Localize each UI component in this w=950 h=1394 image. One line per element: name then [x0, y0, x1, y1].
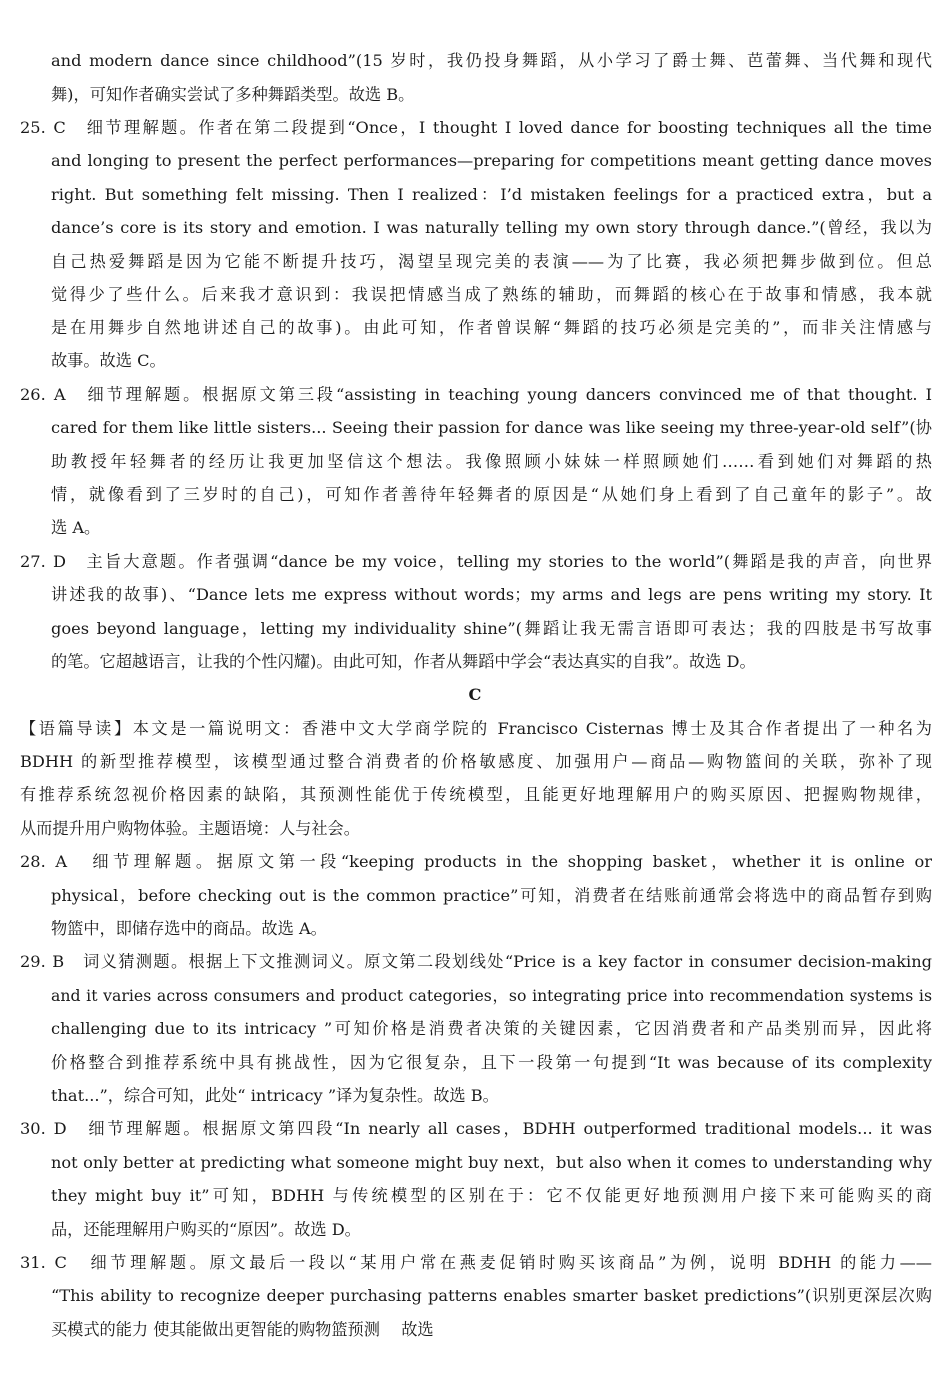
text-line: and modern dance since childhood”(15 岁时，我仍投身舞蹈，从小学习了爵士舞、芭蕾舞、当代舞和现代 [51, 51, 932, 70]
section-heading: C [468, 685, 482, 704]
text-line: 情，就像看到了三岁时的自己)，可知作者善待年轻舞者的原因是“从她们身上看到了自己童年的影子”。故 [51, 485, 932, 504]
answer-29-line: 29. B 词义猜测题。根据上下文推测词义。原文第二段划线处“Price is a key factor in consumer decision-making [20, 952, 932, 971]
text-line: that...”，综合可知，此处“ intricacy ”译为复杂性。故选 B。 [51, 1086, 499, 1105]
answer-28-line: 28. A 细节理解题。据原文第一段“keeping products in the shopping basket，whether it is online or [20, 852, 932, 871]
text-line: 品，还能理解用户购买的“原因”。故选 D。 [51, 1220, 361, 1239]
text-line: 舞)，可知作者确实尝试了多种舞蹈类型。故选 B。 [51, 85, 415, 104]
text-line: 有推荐系统忽视价格因素的缺陷，其预测性能优于传统模型，且能更好地理解用户的购买原因、把握购物规律， [20, 785, 932, 804]
answer-31-line: 31. C 细节理解题。原文最后一段以“某用户常在燕麦促销时购买该商品”为例，说明 BDHH 的能力—— [20, 1253, 932, 1272]
text-line: and longing to present the perfect performances—preparing for competitions meant getting dance moves [51, 151, 932, 170]
text-line: 买模式的能力 使其能做出更智能的购物篮预测 故选 [51, 1320, 434, 1339]
text-line: challenging due to its intricacy ”可知价格是消费者决策的关键因素，它因消费者和产品类别而异，因此将 [51, 1019, 932, 1038]
text-line: 是在用舞步自然地讲述自己的故事)。由此可知，作者曾误解“舞蹈的技巧必须是完美的”，而非关注情感与 [51, 318, 932, 337]
text-line: dance’s core is its story and emotion. I was naturally telling my own story through dance.”(曾经，我以为 [51, 218, 932, 237]
text-line: goes beyond language，letting my individuality shine”(舞蹈让我无需言语即可表达；我的四肢是书写故事 [51, 619, 932, 638]
text-line: 价格整合到推荐系统中具有挑战性，因为它很复杂，且下一段第一句提到“It was because of its complexity [51, 1053, 932, 1072]
text-line: cared for them like little sisters... Seeing their passion for dance was like seeing my three-year-old self”(协 [51, 418, 932, 437]
answer-27-line: 27. D 主旨大意题。作者强调“dance be my voice，telling my stories to the world”(舞蹈是我的声音，向世界 [20, 552, 932, 571]
passage-guide-line: 【语篇导读】本文是一篇说明文：香港中文大学商学院的 Francisco Cisternas 博士及其合作者提出了一种名为 [20, 719, 932, 738]
answer-26-line: 26. A 细节理解题。根据原文第三段“assisting in teaching young dancers convinced me of that thought. I [20, 385, 932, 404]
text-line: 讲述我的故事)、“Dance lets me express without words；my arms and legs are pens writing my story. It [51, 585, 932, 604]
text-line: 故事。故选 C。 [51, 351, 166, 370]
text-line: 自己热爱舞蹈是因为它能不断提升技巧，渴望呈现完美的表演——为了比赛，我必须把舞步做到位。但总 [51, 252, 932, 271]
answer-25-line: 25. C 细节理解题。作者在第二段提到“Once，I thought I loved dance for boosting techniques all the time [20, 118, 932, 137]
text-line: 选 A。 [51, 518, 101, 537]
text-line: 觉得少了些什么。后来我才意识到：我误把情感当成了熟练的辅助，而舞蹈的核心在于故事和情感，我本就 [51, 285, 932, 304]
text-line: 物篮中，即储存选中的商品。故选 A。 [51, 919, 327, 938]
text-line: 助教授年轻舞者的经历让我更加坚信这个想法。我像照顾小妹妹一样照顾她们……看到她们对舞蹈的热 [51, 452, 932, 471]
text-line: 的笔。它超越语言，让我的个性闪耀)。由此可知，作者从舞蹈中学会“表达真实的自我”。故选 D。 [51, 652, 756, 671]
text-line: “This ability to recognize deeper purchasing patterns enables smarter basket predictions”(识别更深层次购 [51, 1286, 932, 1305]
text-line: right. But something felt missing. Then I realized：I’d mistaken feelings for a practiced extra，but a [51, 185, 932, 204]
text-line: physical，before checking out is the common practice”可知，消费者在结账前通常会将选中的商品暂存到购 [51, 886, 932, 905]
answer-30-line: 30. D 细节理解题。根据原文第四段“In nearly all cases，BDHH outperformed traditional models... it was [20, 1119, 932, 1138]
text-line: BDHH 的新型推荐模型，该模型通过整合消费者的价格敏感度、加强用户—商品—购物篮间的关联，弥补了现 [20, 752, 932, 771]
text-line: not only better at predicting what someone might buy next，but also when it comes to understanding why [51, 1153, 932, 1172]
text-line: 从而提升用户购物体验。主题语境：人与社会。 [20, 819, 360, 838]
text-line: and it varies across consumers and product categories，so integrating price into recommendation systems is [51, 986, 932, 1005]
text-line: they might buy it”可知，BDHH 与传统模型的区别在于：它不仅能更好地预测用户接下来可能购买的商 [51, 1186, 932, 1205]
